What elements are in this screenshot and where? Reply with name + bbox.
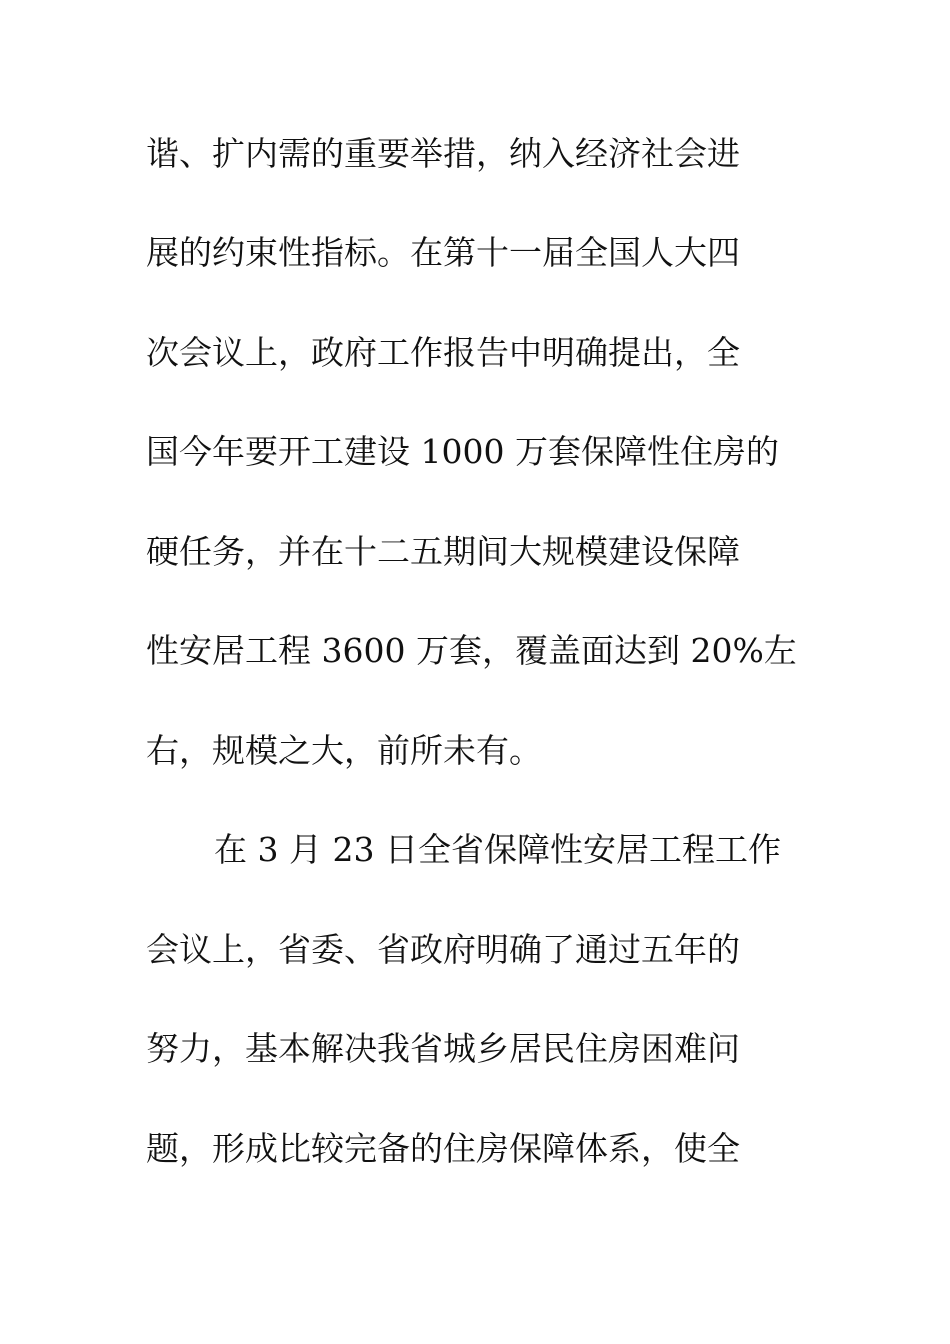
text-line-indented: 在 3 月 23 日全省保障性安居工程工作 [214,830,781,869]
text-line: 次会议上，政府工作报告中明确提出，全 [146,333,740,372]
text-line: 展的约束性指标。在第十一届全国人大四 [146,233,740,272]
text-line: 硬任务，并在十二五期间大规模建设保障 [146,532,740,571]
text-line: 题，形成比较完备的住房保障体系，使全 [146,1129,740,1168]
text-line: 努力，基本解决我省城乡居民住房困难问 [146,1029,740,1068]
text-line: 谐、扩内需的重要举措，纳入经济社会进 [146,134,740,173]
text-line: 会议上，省委、省政府明确了通过五年的 [146,930,740,969]
text-line: 右，规模之大，前所未有。 [146,731,542,770]
text-line: 性安居工程 3600 万套，覆盖面达到 20%左 [146,631,797,670]
text-line: 国今年要开工建设 1000 万套保障性住房的 [146,432,779,471]
